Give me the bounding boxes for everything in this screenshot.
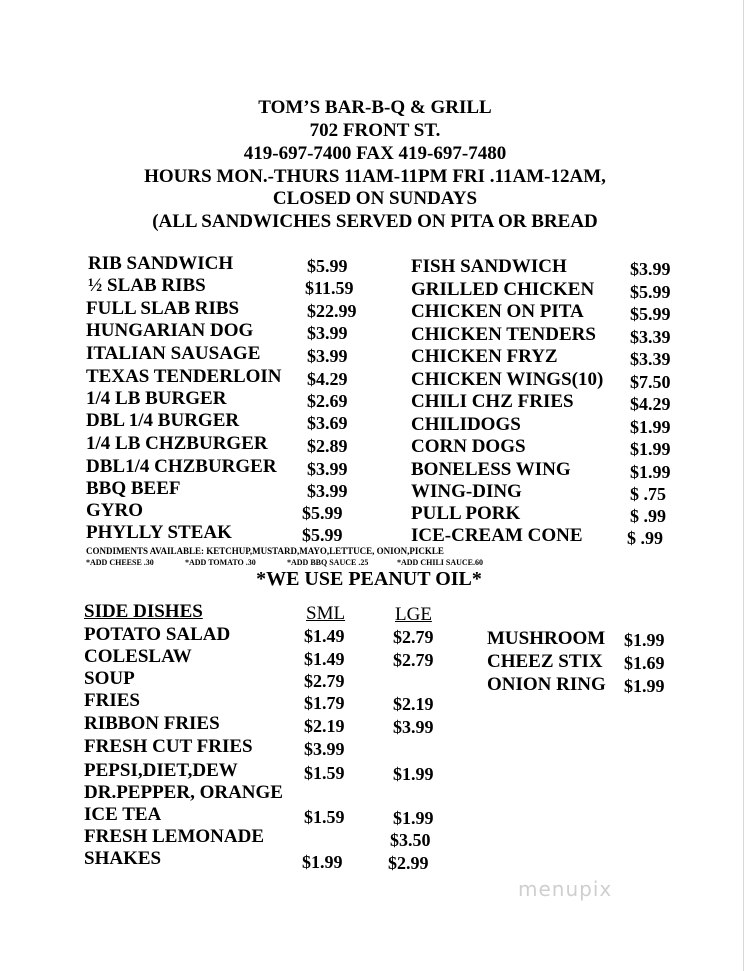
menu-item-price: $5.99: [302, 503, 343, 523]
menu-item-price: $4.29: [307, 369, 348, 389]
side-dish-name: FRESH CUT FRIES: [84, 736, 253, 757]
menu-item-name: ICE-CREAM CONE: [411, 525, 583, 546]
menu-item-name: RIB SANDWICH: [88, 253, 234, 274]
side-dish-name: FRIES: [84, 690, 140, 711]
side-dish-large-price: $2.99: [388, 853, 429, 873]
side-dish-small-price: $1.49: [304, 626, 345, 646]
addon-note: *ADD CHILI SAUCE.60: [397, 558, 484, 567]
menu-item-price: $3.99: [307, 323, 348, 343]
extra-item-name: MUSHROOM: [487, 628, 606, 649]
side-dish-large-price: $2.19: [393, 694, 434, 714]
menu-item-name: PULL PORK: [411, 503, 521, 524]
menu-item-price: $3.99: [307, 459, 348, 479]
menu-item-name: CORN DOGS: [411, 436, 526, 457]
small-column-heading: SML: [306, 603, 346, 624]
menu-item-price: $2.89: [307, 436, 348, 456]
menu-item-name: GYRO: [86, 500, 143, 521]
side-dish-name: ICE TEA: [84, 804, 162, 825]
side-dish-name: SOUP: [84, 668, 135, 689]
menu-item-name: CHICKEN WINGS(10): [411, 369, 604, 390]
menu-item-price: $1.99: [630, 439, 671, 459]
side-dish-name: DR.PEPPER, ORANGE: [84, 782, 283, 803]
restaurant-hours: HOURS MON.-THURS 11AM-11PM FRI .11AM-12AM,: [144, 166, 606, 187]
menu-item-name: CHILIDOGS: [411, 414, 521, 435]
menu-item-price: $ .99: [630, 506, 666, 526]
extra-item-price: $1.99: [624, 676, 665, 696]
side-dish-name: RIBBON FRIES: [84, 713, 220, 734]
large-column-heading: LGE: [395, 604, 432, 625]
menu-item-name: TEXAS TENDERLOIN: [86, 366, 282, 387]
side-dish-large-price: $2.79: [393, 650, 434, 670]
menu-item-name: BBQ BEEF: [86, 478, 181, 499]
menu-item-price: $5.99: [630, 304, 671, 324]
menu-item-price: $3.99: [630, 259, 671, 279]
restaurant-name: TOM’S BAR-B-Q & GRILL: [258, 97, 492, 118]
menu-item-price: $22.99: [307, 301, 357, 321]
addon-note: *ADD CHEESE .30: [86, 558, 154, 567]
sandwich-note: (ALL SANDWICHES SERVED ON PITA OR BREAD: [152, 211, 598, 232]
menu-item-price: $ .75: [630, 484, 666, 504]
side-dish-name: FRESH LEMONADE: [84, 826, 264, 847]
closed-note: CLOSED ON SUNDAYS: [272, 188, 478, 209]
side-dish-small-price: $1.99: [302, 852, 343, 872]
condiments-note: CONDIMENTS AVAILABLE: KETCHUP,MUSTARD,MAYO,LETTUCE, ONION,PICKLE: [86, 546, 444, 556]
menu-item-name: DBL 1/4 BURGER: [86, 410, 240, 431]
menu-item-price: $7.50: [630, 372, 671, 392]
side-dish-large-price: $2.79: [393, 627, 434, 647]
side-dish-name: COLESLAW: [84, 646, 192, 667]
menu-item-price: $5.99: [307, 256, 348, 276]
menu-item-price: $3.39: [630, 327, 671, 347]
menu-item-name: GRILLED CHICKEN: [411, 279, 595, 300]
extra-item-name: CHEEZ STIX: [487, 651, 603, 672]
menu-item-price: $3.99: [307, 346, 348, 366]
menu-item-name: CHICKEN FRYZ: [411, 346, 558, 367]
menu-item-name: CHILI CHZ FRIES: [411, 391, 574, 412]
side-dishes-heading: SIDE DISHES: [84, 601, 203, 622]
side-dish-large-price: $1.99: [393, 808, 434, 828]
menu-item-price: $3.99: [307, 481, 348, 501]
menu-item-price: $11.59: [305, 278, 354, 298]
menu-item-name: FULL SLAB RIBS: [86, 298, 240, 319]
restaurant-address: 702 FRONT ST.: [309, 120, 441, 141]
side-dish-small-price: $2.19: [304, 716, 345, 736]
menu-item-name: PHYLLY STEAK: [86, 522, 232, 543]
menu-item-price: $1.99: [630, 417, 671, 437]
side-dish-small-price: $1.59: [304, 807, 345, 827]
menu-item-name: ITALIAN SAUSAGE: [86, 343, 261, 364]
side-dish-name: POTATO SALAD: [84, 624, 231, 645]
menu-item-name: BONELESS WING: [411, 459, 571, 480]
menu-item-price: $5.99: [630, 282, 671, 302]
menu-item-name: CHICKEN ON PITA: [411, 301, 584, 322]
restaurant-phone: 419-697-7400 FAX 419-697-7480: [243, 143, 507, 164]
side-dish-small-price: $2.79: [304, 671, 345, 691]
menu-item-price: $3.39: [630, 349, 671, 369]
menu-item-name: 1/4 LB BURGER: [86, 388, 227, 409]
side-dish-name: PEPSI,DIET,DEW: [84, 760, 238, 781]
menu-item-name: ½ SLAB RIBS: [88, 275, 206, 296]
side-dish-small-price: $1.79: [304, 693, 345, 713]
side-dish-small-price: $1.59: [304, 763, 345, 783]
menu-item-name: DBL1/4 CHZBURGER: [86, 456, 277, 477]
watermark-logo: menupix: [518, 877, 613, 901]
side-dish-large-price: $3.99: [393, 717, 434, 737]
menu-item-price: $5.99: [302, 525, 343, 545]
menu-item-price: $4.29: [630, 394, 671, 414]
menu-item-name: CHICKEN TENDERS: [411, 324, 596, 345]
menu-item-name: 1/4 LB CHZBURGER: [86, 433, 268, 454]
menu-item-name: HUNGARIAN DOG: [86, 320, 254, 341]
menu-item-price: $3.69: [307, 413, 348, 433]
extra-item-name: ONION RING: [487, 674, 606, 695]
side-dish-large-price: $1.99: [393, 764, 434, 784]
addon-note: *ADD TOMATO .30: [185, 558, 256, 567]
side-dish-name: SHAKES: [84, 848, 162, 869]
menu-item-price: $ .99: [627, 528, 663, 548]
menu-item-name: FISH SANDWICH: [411, 256, 567, 277]
extra-item-price: $1.69: [624, 653, 665, 673]
peanut-oil-note: *WE USE PEANUT OIL*: [256, 568, 482, 590]
side-dish-large-price: $3.50: [390, 830, 431, 850]
extra-item-price: $1.99: [624, 630, 665, 650]
side-dish-small-price: $1.49: [304, 649, 345, 669]
side-dish-small-price: $3.99: [304, 739, 345, 759]
addon-note: *ADD BBQ SAUCE .25: [287, 558, 369, 567]
menu-item-price: $1.99: [630, 462, 671, 482]
menu-item-price: $2.69: [307, 391, 348, 411]
menu-item-name: WING-DING: [411, 481, 522, 502]
